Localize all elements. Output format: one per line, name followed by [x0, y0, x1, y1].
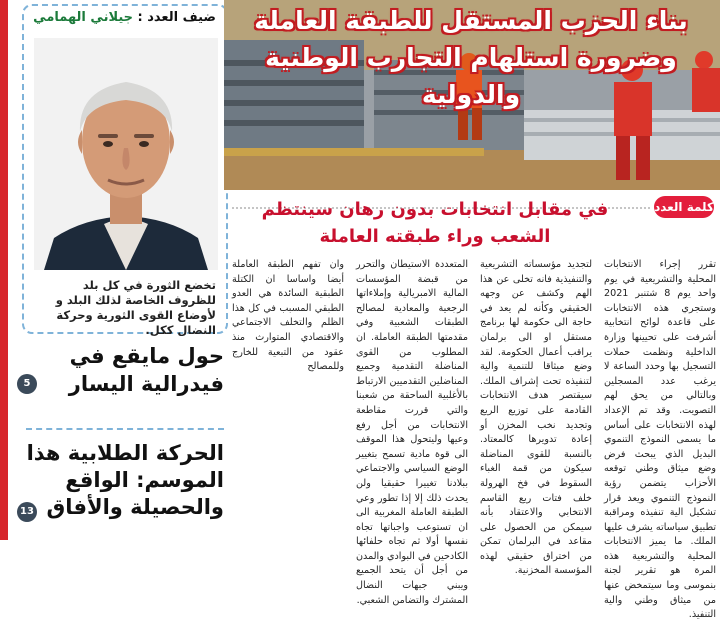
editorial-tag: كلمة العدد: [654, 196, 714, 218]
article-column: المتعددة الاستيطان والتحرر من قبضة المؤسسات المالية الامبريالية وإملاءاتها الرجعية والمعادية لمصالح الطبقات الشعبية وفي مقدمتها الطبقة العاملة. ان المطلوب من القوى المناضلة التقدمية وجميع المناضلين التقدميين الارتباط بالأغلبية الساحقة من شعبنا والتي قررت مقاطعة الانتخابات من أجل رفع وعيها وليتحول هذا الموقف الى قوة مادية تسمح بتغيير الوضع السياسي والاجتماعي ببلادنا تغييرا حقيقيا ولن يحدث ذلك إلا إذا تطور وعي الطبقة العاملة المغربية الى ان تستوعب واجباتها تجاه نفسها أولا ثم تجاه حلفائها الكادحين في البوادي والمدن من أجل أن يتحد الجميع ويبني جبهات النضال المشترك والتضامن الشعبي.: [356, 259, 468, 606]
page-edge-bar: [0, 0, 8, 540]
guest-label: ضيف العدد : جيلاني الهمامي: [33, 10, 216, 25]
article-body: [228, 258, 716, 621]
main-content: [224, 0, 720, 621]
article-title[interactable]: في مقابل انتخابات بدون رهان سينتظم الشعب وراء طبقته العاملة: [261, 199, 609, 247]
page-number-badge: 13: [17, 502, 37, 522]
main-headline: بناء الحزب المستقل للطبقة العاملة وضرورة استلهام التجارب الوطنية والدولية: [254, 6, 688, 109]
promo-federation-left[interactable]: حول مايقع في فيدرالية اليسار: [68, 344, 224, 396]
article-column: لتجديد مؤسساته التشريعية والتنفيذية فانه تخلى عن هذا الهم وكشف عن وجهه الحقيقي وكأنه لم يعد في حاجة الى حكومة لها برنامج مستقل او الى برلمان يراقب أعمال الحكومة. لقد وضع ميثاقا للتنمية والية لتنفيذه تحت إشراف الملك. سيقتصر هدف الانتخابات القادمة على توزيع الريع وتجديد نخب المخزن أو إعادة تدويرها كالمعتاد. بالنسبة للقوى المناضلة سيكون من قمة الغباء السقوط في فخ الهرولة خلف فتات ريع القاسم الانتخابي والاعتقاد بأنه سيمكن من الحصول على مقاعد في البرلمان تمكن من اختراق حقيقي لهذه المؤسسة المخزنية.: [480, 259, 592, 577]
promo-student-movement[interactable]: الحركة الطلابية هذا الموسم: الواقع والحصيلة والأفاق: [26, 441, 224, 519]
article-column: وان تفهم الطبقة العاملة أيضا واساسا ان الكتلة الطبقية السائدة هي العدو الطبقي المسبب في كل هذا الظلم والتخلف الاجتماعي والاقتصادي المتوارث منذ عقود من التبعية للخارج وللمصالح: [232, 259, 344, 373]
article-column: تقرر إجراء الانتخابات المحلية والتشريعية في يوم واحد يوم 8 شتنبر 2021 وستجري هذه الانتخابات على قاعدة لوائح انتخابية أشرفت على تحيينها وزارة الداخلية ونظمت حملات التسجيل بها وحدد الساعة لا يرغب عدد المسجلين وبالتالي من يحق لهم التصويت. وقد تم الإعداد لهذه الانتخابات على أساس ما يسمى النموذج التنموي البديل الذي يبحث فرض وضع ميثاق وطني توقعه الأحزاب يتضمن رؤية النموذج التنموي ويعد قرار تشكيل الية تنفيذه ومراقبة تطبيق سياساته يشرف عليها الملك. ما يميز الانتخابات المحلية والتشريعية هذه المرة هو تقرير لجنة بنموسى وما سيتمخض عنها من ميثاق وطني والية التنفيذ.: [604, 259, 716, 621]
guest-name: جيلاني الهمامي: [33, 10, 133, 25]
cover-photo: [224, 0, 720, 190]
page-number-badge: 5: [17, 374, 37, 394]
left-sidebar: [8, 0, 224, 540]
guest-portrait-illustration: [34, 38, 218, 270]
divider: [26, 428, 224, 430]
guest-box: [22, 4, 228, 337]
guest-quote: تخضع الثورة في كل بلد للظروف الخاصة لذلك البلد و لأوضاع القوى الثورية وحركة النضال ككل.: [55, 278, 216, 337]
guest-portrait: [34, 38, 218, 270]
